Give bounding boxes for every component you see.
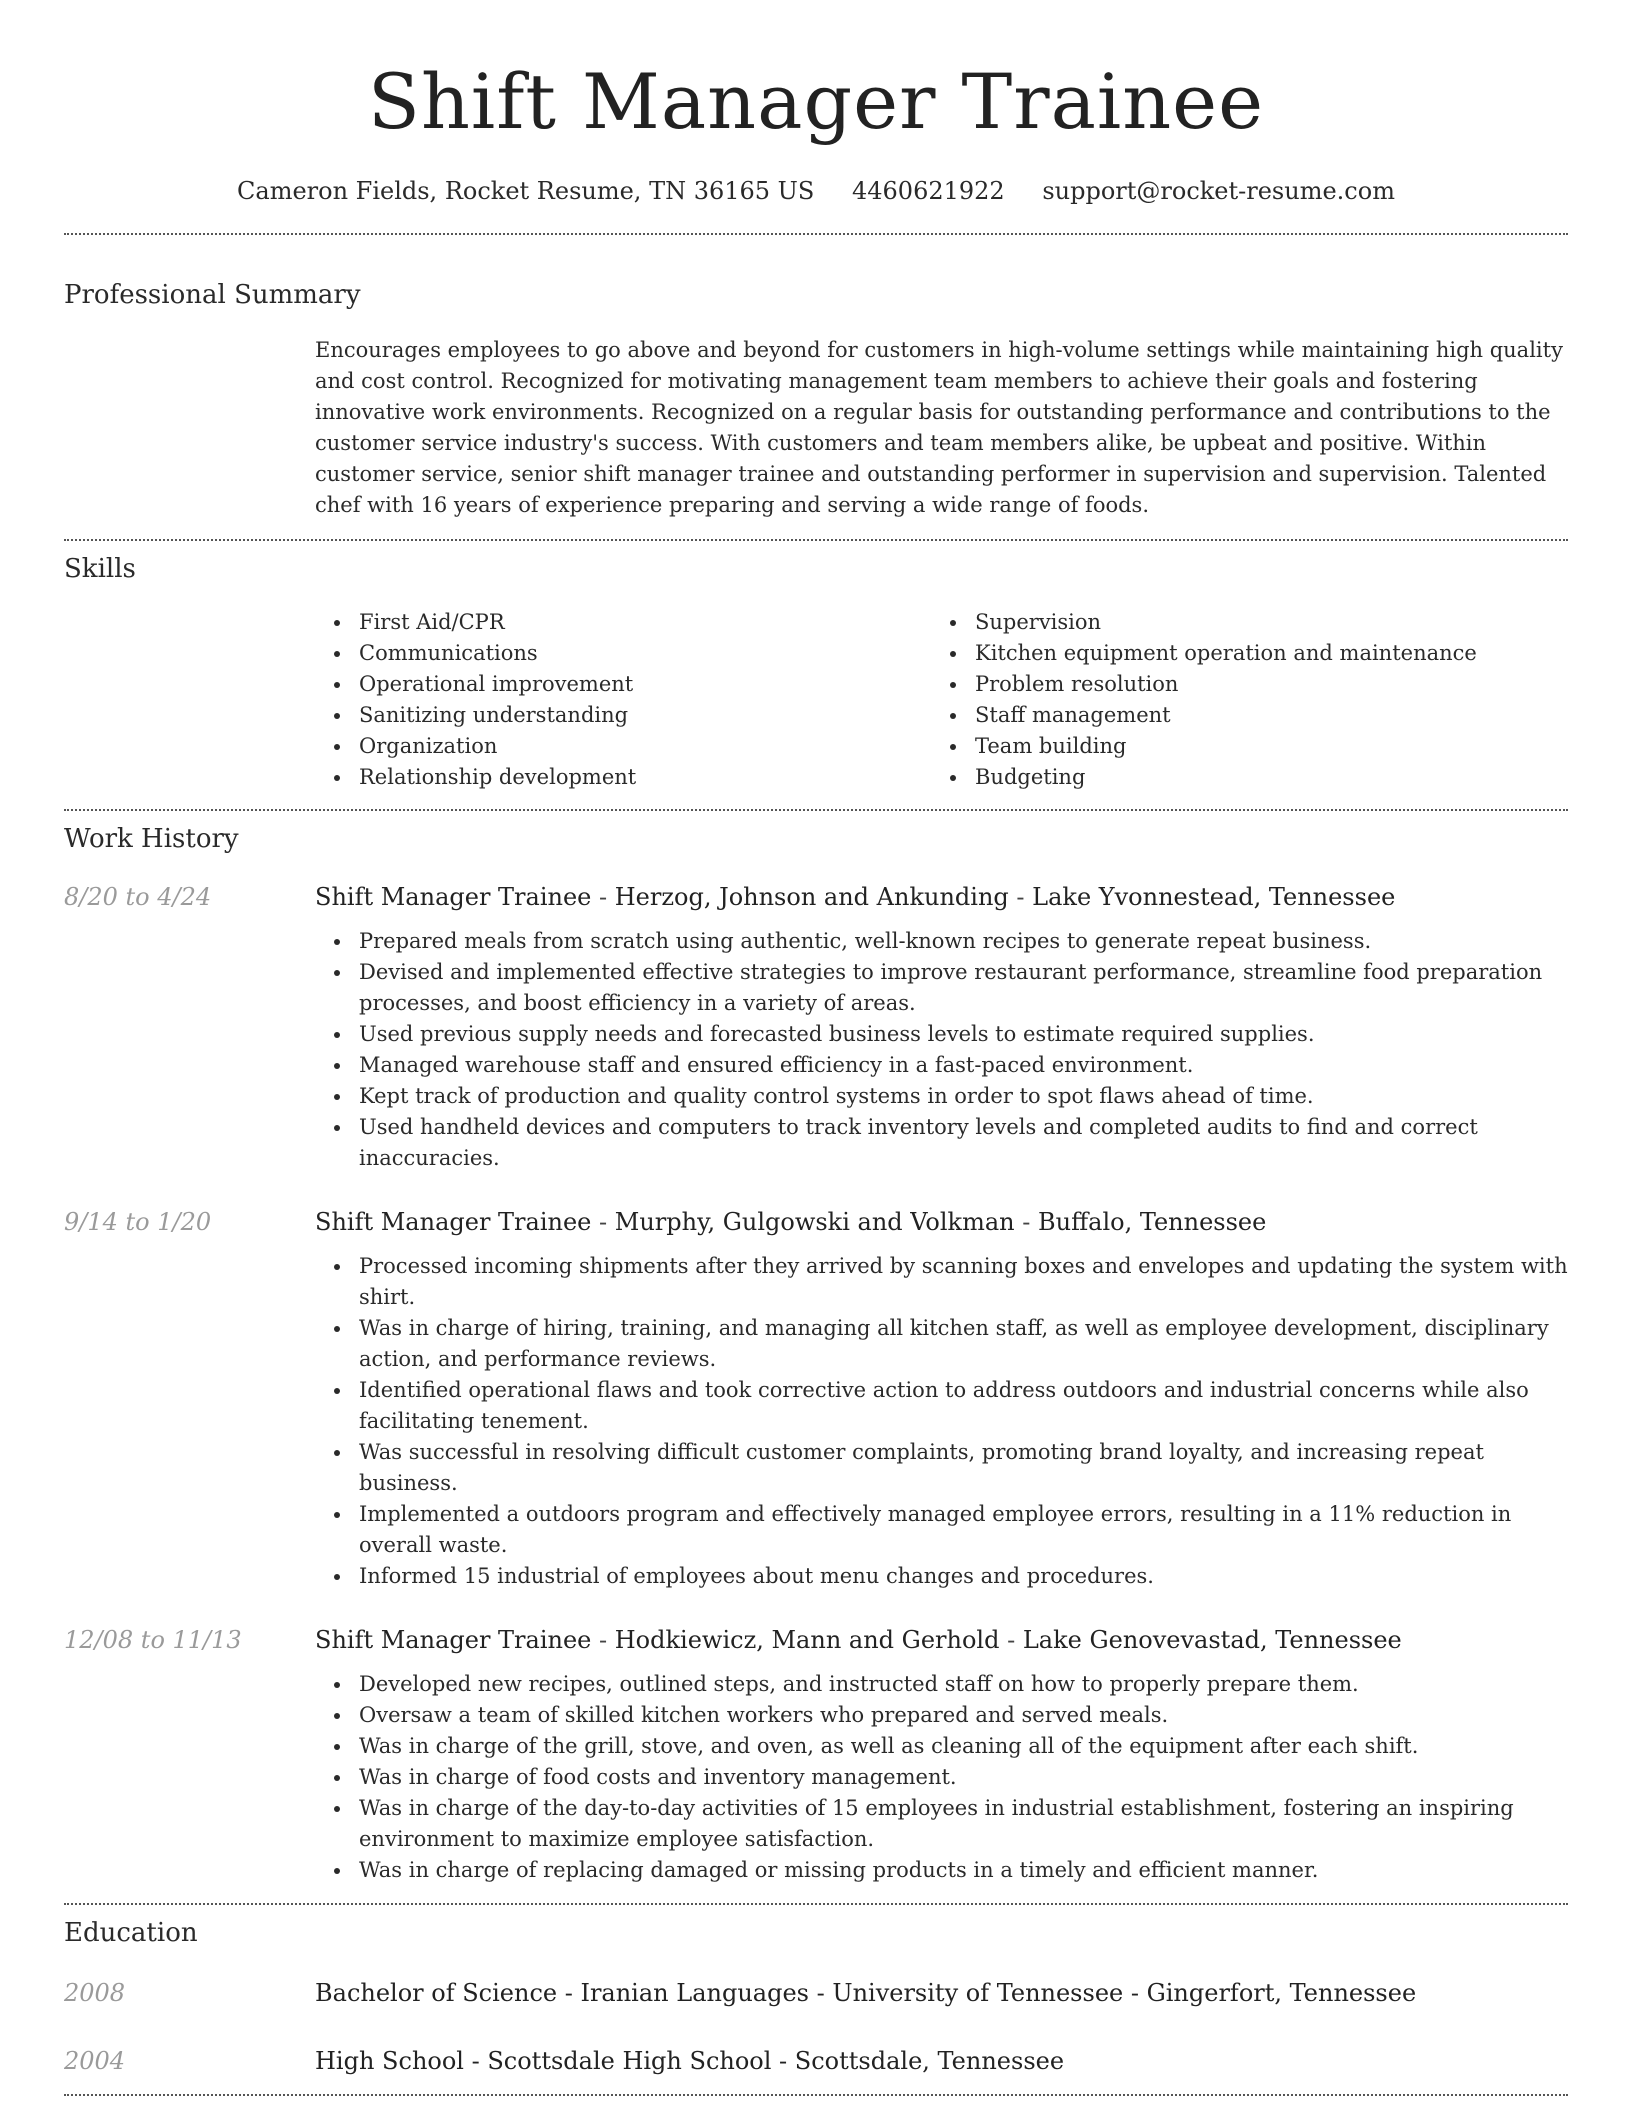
job-bullet: Implemented a outdoors program and effectively managed employee errors, resulting in a 11% reduction in overall waste. bbox=[315, 1499, 1568, 1561]
job-bullet: Was in charge of replacing damaged or missing products in a timely and efficient manner. bbox=[315, 1855, 1568, 1886]
work-history-heading: Work History bbox=[64, 824, 239, 854]
job-heading bbox=[315, 1207, 1568, 1237]
job-bullet: Was in charge of the grill, stove, and oven, as well as cleaning all of the equipment after each shift. bbox=[315, 1731, 1568, 1762]
job-bullet: Was in charge of hiring, training, and managing all kitchen staff, as well as employee development, disciplinary action, and performance reviews. bbox=[315, 1313, 1568, 1375]
separator: - bbox=[591, 1208, 615, 1236]
contact-address: Cameron Fields, Rocket Resume, TN 36165 US bbox=[237, 177, 815, 205]
education-year: 2008 bbox=[64, 1979, 126, 2007]
skill-item: First Aid/CPR bbox=[315, 607, 931, 638]
skill-item: Communications bbox=[315, 638, 931, 669]
job-company: Herzog, Johnson and Ankunding bbox=[614, 883, 1009, 911]
education-details: High School - Scottsdale High School - Scottsdale, Tennessee bbox=[315, 2047, 1065, 2075]
candidate-name: Shift Manager Trainee bbox=[367, 57, 1265, 146]
job-entry bbox=[64, 1207, 1568, 1592]
skills-list bbox=[315, 607, 1568, 793]
skills-column-right bbox=[931, 607, 1547, 793]
job-heading bbox=[315, 1625, 1568, 1655]
divider bbox=[64, 233, 1568, 235]
job-bullet: Was in charge of food costs and inventory management. bbox=[315, 1762, 1568, 1793]
job-dates: 9/14 to 1/20 bbox=[64, 1208, 212, 1236]
job-bullet: Used previous supply needs and forecasted business levels to estimate required supplies. bbox=[315, 1019, 1568, 1050]
job-bullet: Was in charge of the day-to-day activities of 15 employees in industrial establishment, fostering an inspiring environment to maximize employee satisfaction. bbox=[315, 1793, 1568, 1855]
job-bullet: Prepared meals from scratch using authentic, well-known recipes to generate repeat business. bbox=[315, 926, 1568, 957]
skill-item: Operational improvement bbox=[315, 669, 931, 700]
job-company: Murphy, Gulgowski and Volkman bbox=[614, 1208, 1015, 1236]
job-location: Lake Genovevastad, Tennessee bbox=[1022, 1626, 1402, 1654]
job-bullet: Processed incoming shipments after they arrived by scanning boxes and envelopes and updating the system with shirt. bbox=[315, 1251, 1568, 1313]
job-details bbox=[315, 1207, 1568, 1592]
education-entry bbox=[64, 2046, 1568, 2076]
job-bullets bbox=[315, 1669, 1568, 1886]
education-year: 2004 bbox=[64, 2047, 126, 2075]
skill-item: Organization bbox=[315, 731, 931, 762]
skill-item: Kitchen equipment operation and maintenance bbox=[931, 638, 1547, 669]
summary-heading: Professional Summary bbox=[64, 280, 361, 310]
contact-email: support@rocket-resume.com bbox=[1042, 177, 1395, 205]
job-title: Shift Manager Trainee bbox=[315, 1208, 592, 1236]
skill-item: Relationship development bbox=[315, 762, 931, 793]
job-bullets bbox=[315, 926, 1568, 1174]
separator: - bbox=[591, 883, 615, 911]
job-bullet: Kept track of production and quality control systems in order to spot flaws ahead of time. bbox=[315, 1081, 1568, 1112]
separator: - bbox=[591, 1626, 615, 1654]
job-entry bbox=[64, 882, 1568, 1174]
skill-item: Budgeting bbox=[931, 762, 1547, 793]
job-heading bbox=[315, 882, 1568, 912]
job-bullet: Developed new recipes, outlined steps, and instructed staff on how to properly prepare them. bbox=[315, 1669, 1568, 1700]
job-dates: 8/20 to 4/24 bbox=[64, 883, 212, 911]
job-bullets bbox=[315, 1251, 1568, 1592]
job-location: Lake Yvonnestead, Tennessee bbox=[1032, 883, 1396, 911]
job-bullet: Managed warehouse staff and ensured efficiency in a fast-paced environment. bbox=[315, 1050, 1568, 1081]
job-bullet: Was successful in resolving difficult customer complaints, promoting brand loyalty, and increasing repeat business. bbox=[315, 1437, 1568, 1499]
skill-item: Team building bbox=[931, 731, 1547, 762]
divider bbox=[64, 1903, 1568, 1905]
divider bbox=[64, 539, 1568, 541]
job-location: Buffalo, Tennessee bbox=[1037, 1208, 1267, 1236]
skill-item: Supervision bbox=[931, 607, 1547, 638]
divider bbox=[64, 809, 1568, 811]
job-bullet: Devised and implemented effective strategies to improve restaurant performance, streamline food preparation processes, and boost efficiency in a variety of areas. bbox=[315, 957, 1568, 1019]
job-title: Shift Manager Trainee bbox=[315, 883, 592, 911]
job-entry bbox=[64, 1625, 1568, 1886]
education-entry bbox=[64, 1978, 1568, 2008]
contact-line bbox=[64, 176, 1568, 206]
job-bullet: Used handheld devices and computers to track inventory levels and completed audits to find and correct inaccuracies. bbox=[315, 1112, 1568, 1174]
separator: - bbox=[1014, 1208, 1038, 1236]
separator: - bbox=[999, 1626, 1023, 1654]
job-bullet: Oversaw a team of skilled kitchen workers who prepared and served meals. bbox=[315, 1700, 1568, 1731]
contact-phone: 4460621922 bbox=[851, 177, 1005, 205]
divider bbox=[64, 2094, 1568, 2096]
skills-heading: Skills bbox=[64, 554, 136, 584]
job-bullet: Informed 15 industrial of employees about menu changes and procedures. bbox=[315, 1561, 1568, 1592]
education-details: Bachelor of Science - Iranian Languages - University of Tennessee - Gingerfort, Tennessee bbox=[315, 1979, 1417, 2007]
job-dates: 12/08 to 11/13 bbox=[64, 1626, 242, 1654]
job-details bbox=[315, 1625, 1568, 1886]
summary-text: Encourages employees to go above and beyond for customers in high-volume settings while maintaining high quality and cost control. Recognized for motivating management team members to achieve their goals and fostering innovative work environments. Recognized on a regular basis for outstanding performance and contributions to the customer service industry's success. With customers and team members alike, be upbeat and positive. Within customer service, senior shift manager trainee and outstanding performer in supervision and supervision. Talented chef with 16 years of experience preparing and serving a wide range of foods. bbox=[315, 338, 1563, 517]
resume-page bbox=[64, 0, 1568, 2096]
skills-column-left bbox=[315, 607, 931, 793]
job-bullet: Identified operational flaws and took corrective action to address outdoors and industrial concerns while also facilitating tenement. bbox=[315, 1375, 1568, 1437]
skill-item: Staff management bbox=[931, 700, 1547, 731]
skill-item: Problem resolution bbox=[931, 669, 1547, 700]
separator: - bbox=[1008, 883, 1033, 911]
skill-item: Sanitizing understanding bbox=[315, 700, 931, 731]
job-company: Hodkiewicz, Mann and Gerhold bbox=[614, 1626, 1000, 1654]
job-details bbox=[315, 882, 1568, 1174]
education-heading: Education bbox=[64, 1918, 198, 1948]
job-title: Shift Manager Trainee bbox=[315, 1626, 592, 1654]
